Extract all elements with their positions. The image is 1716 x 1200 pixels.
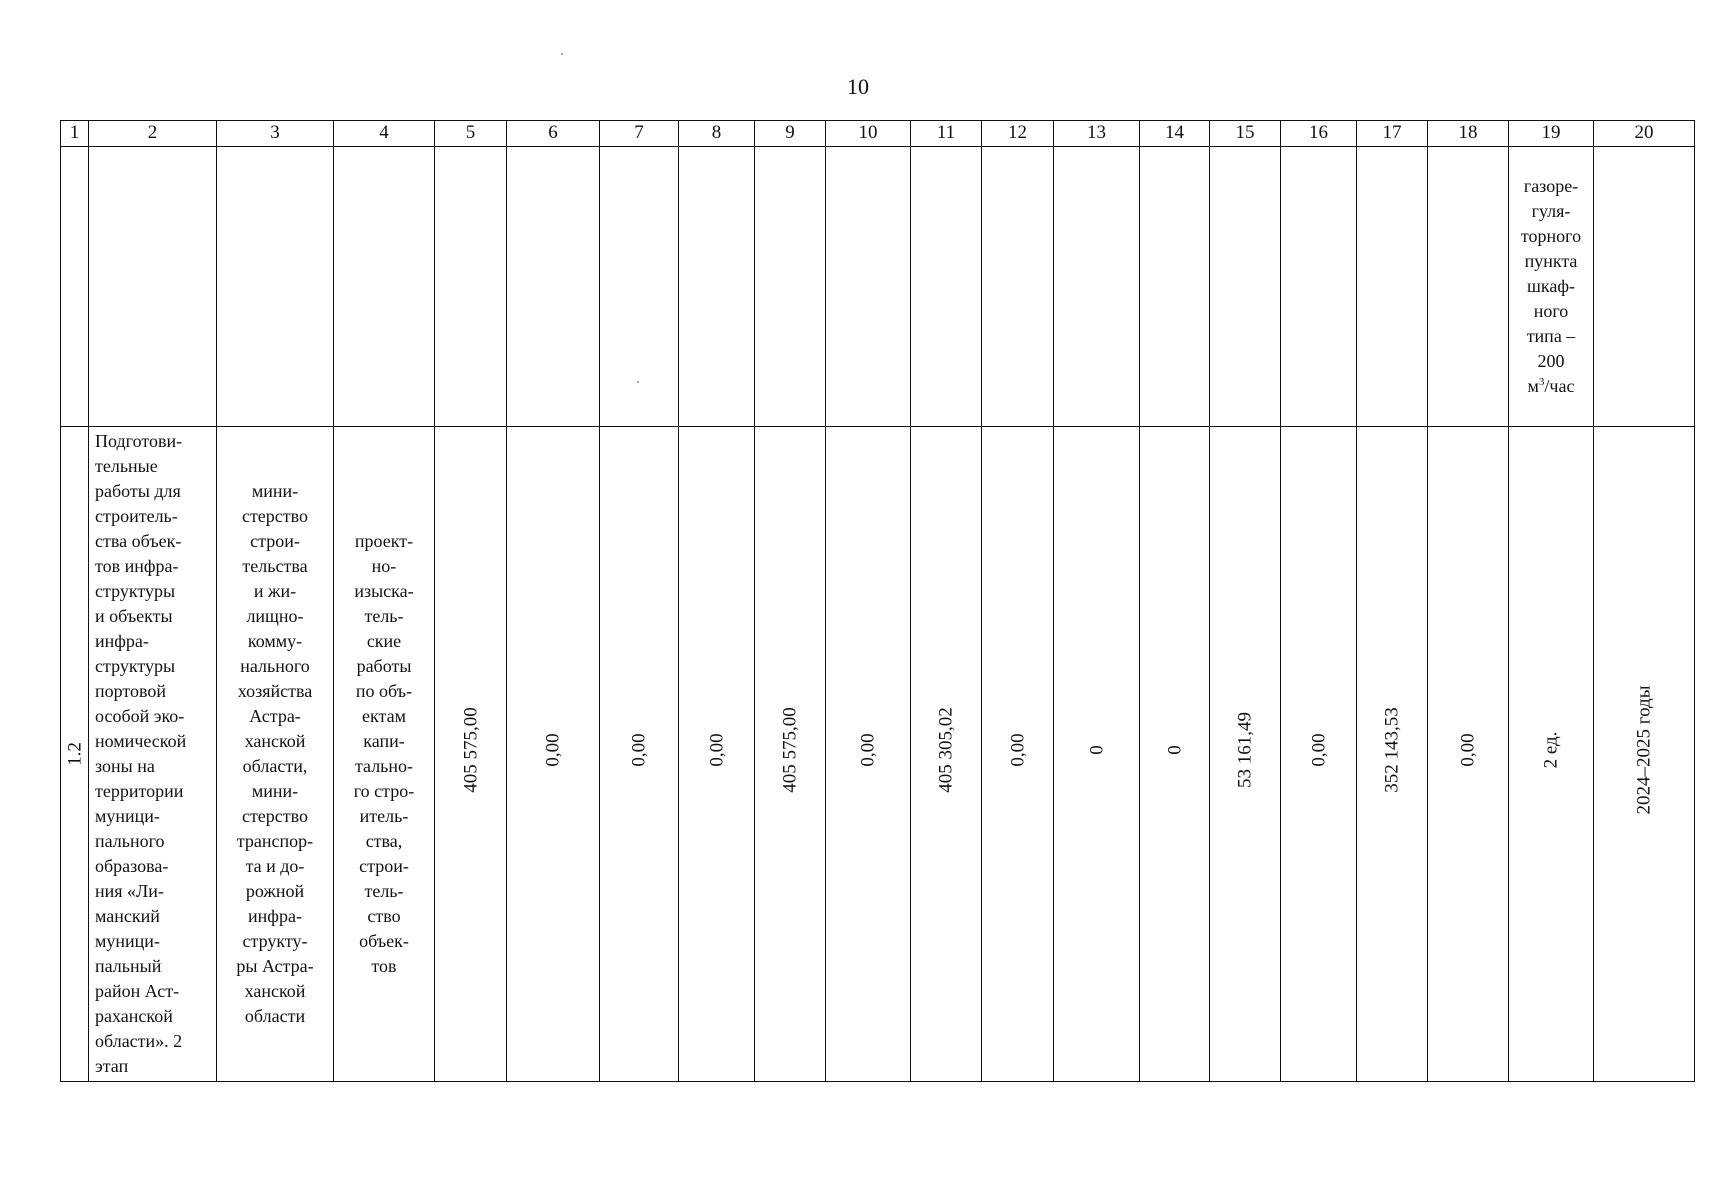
col-number: 18 (1428, 121, 1509, 147)
table-cell (1357, 147, 1428, 427)
col-number: 8 (679, 121, 755, 147)
value-cell (755, 427, 826, 1082)
table-cell (1594, 147, 1695, 427)
responsible-executor: мини- стерство строи- тельства и жи- лищно- комму- нального хозяйства Астра- ханской области, мини- стерство транспор- та и до- рожной инфра- структу- ры Астра- ханской области (236, 481, 314, 1026)
value-cell (1140, 427, 1210, 1082)
table-cell (1140, 147, 1210, 427)
value-cell (1281, 427, 1357, 1082)
value-col-7: 0,00 (628, 732, 650, 767)
work-type: проект- но- изыска- тель- ские работы по объ- ектам капи- тально- го стро- итель- ства, строи- тель- ство объек- тов (353, 531, 415, 976)
col-number: 20 (1594, 121, 1695, 147)
table-cell (89, 147, 217, 427)
capacity-cell (1509, 147, 1594, 427)
value-cell (435, 427, 507, 1082)
value-col-9: 405 575,00 (779, 706, 801, 793)
capacity-unit: $м^3$/час (1527, 376, 1575, 396)
table-cell (1428, 147, 1509, 427)
table-cell (982, 147, 1054, 427)
value-cell (1210, 427, 1281, 1082)
col-number: 11 (911, 121, 982, 147)
table-cell (826, 147, 911, 427)
table-cell (217, 147, 334, 427)
col-number: 7 (600, 121, 679, 147)
value-col-6: 0,00 (542, 732, 564, 767)
col-number: 3 (217, 121, 334, 147)
value-cell (507, 427, 600, 1082)
value-cell (1054, 427, 1140, 1082)
table-cell (61, 147, 89, 427)
value-col-18: 0,00 (1457, 732, 1479, 767)
table-cell (1054, 147, 1140, 427)
value-col-12: 0,00 (1007, 732, 1028, 767)
table-cell (755, 147, 826, 427)
work-type-cell (334, 427, 435, 1082)
col-number: 12 (982, 121, 1054, 147)
col-number: 2 (89, 121, 217, 147)
value-cell (911, 427, 982, 1082)
responsible-cell (217, 427, 334, 1082)
col-number: 9 (755, 121, 826, 147)
value-col-15: 53 161,49 (1234, 711, 1256, 788)
row-number: 1.2 (64, 742, 85, 766)
col-number: 5 (435, 121, 507, 147)
table-cell (334, 147, 435, 427)
value-cell (1357, 427, 1428, 1082)
value-col-16: 0,00 (1308, 732, 1329, 767)
table-cell (1281, 147, 1357, 427)
value-col-19: 2 ед. (1540, 731, 1562, 768)
table-cell (679, 147, 755, 427)
table-cell (911, 147, 982, 427)
value-cell (1594, 427, 1695, 1082)
col-number: 4 (334, 121, 435, 147)
scan-speck (561, 53, 563, 55)
value-col-17: 352 143,53 (1381, 706, 1403, 793)
value-col-10: 0,00 (857, 732, 879, 767)
data-table (60, 120, 1695, 1082)
col-number: 13 (1054, 121, 1140, 147)
col-number: 17 (1357, 121, 1428, 147)
value-cell (1509, 427, 1594, 1082)
value-col-13: 0 (1086, 744, 1107, 755)
col-number: 15 (1210, 121, 1281, 147)
value-col-20: 2024–2025 годы (1633, 685, 1655, 814)
col-number: 6 (507, 121, 600, 147)
value-cell (982, 427, 1054, 1082)
row-number-cell (61, 427, 89, 1082)
page-number: 10 (847, 74, 869, 99)
table-cell (600, 147, 679, 427)
table-cell (435, 147, 507, 427)
col-number: 16 (1281, 121, 1357, 147)
value-col-14: 0 (1164, 744, 1185, 755)
value-col-5: 405 575,00 (460, 706, 481, 793)
col-number: 1 (61, 121, 89, 147)
value-col-8: 0,00 (706, 732, 727, 767)
value-cell (679, 427, 755, 1082)
value-cell (600, 427, 679, 1082)
header-row (61, 121, 1695, 147)
event-name-cell (89, 427, 217, 1082)
table-row (61, 427, 1695, 1082)
col-number: 14 (1140, 121, 1210, 147)
event-name: Подготови- тельные работы для строитель- ства объек- тов инфра- структуры и объекты инфра- структуры портовой особой эко- номической зоны на территории муници- пального образова- ния «Ли- манский муници- пальный район Аст- раханской области». 2 этап (95, 431, 187, 1076)
value-cell (826, 427, 911, 1082)
col-number: 19 (1509, 121, 1594, 147)
capacity-text: газоре- гуля- торного пункта шкаф- ного типа – 200 (1520, 176, 1582, 371)
value-col-11: 405 305,02 (935, 706, 957, 793)
table-cell (1210, 147, 1281, 427)
value-cell (1428, 427, 1509, 1082)
table-cell (507, 147, 600, 427)
table-row (61, 147, 1695, 427)
col-number: 10 (826, 121, 911, 147)
